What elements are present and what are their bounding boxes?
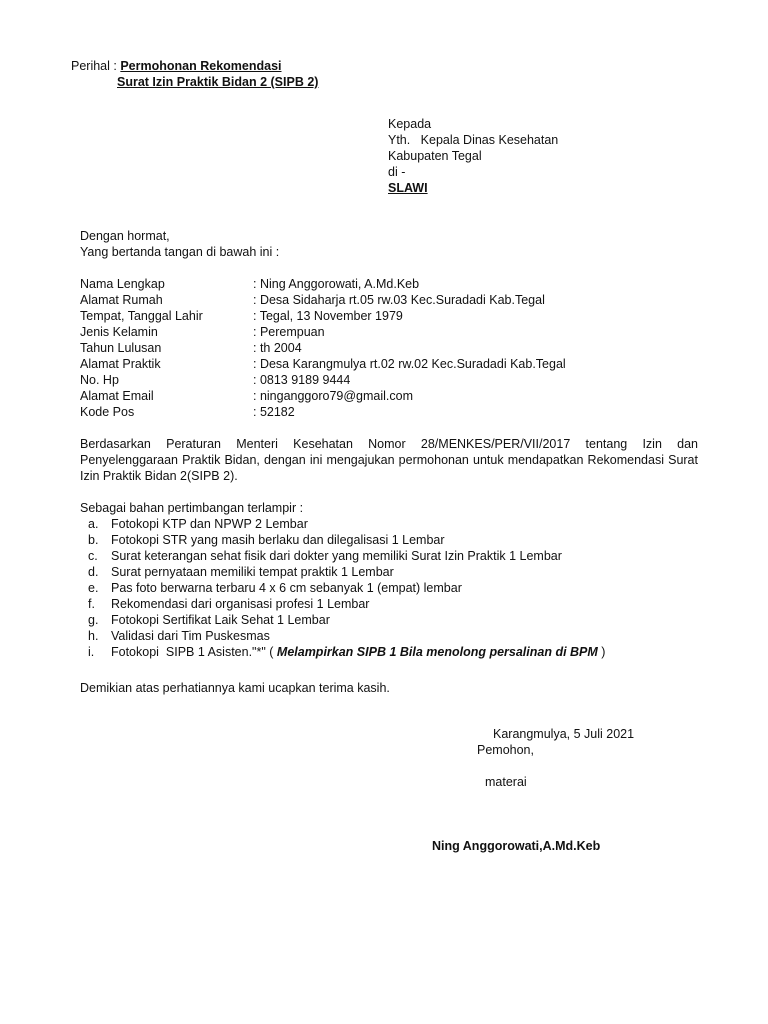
field-value: : 52182 [253,405,295,419]
recipient-city: SLAWI [388,181,428,195]
recipient-line: di - [388,165,406,179]
list-marker: a. [88,517,99,531]
list-item [80,516,700,532]
list-text: Surat pernyataan memiliki tempat praktik 1 Lembar [111,565,394,579]
field-value: : 0813 9189 9444 [253,373,351,387]
recipient-line: Kabupaten Tegal [388,149,482,163]
list-item [80,564,700,580]
field-label: Alamat Email [80,389,154,403]
field-row [80,404,700,420]
list-text: Validasi dari Tim Puskesmas [111,629,270,643]
field-label: Alamat Rumah [80,293,163,307]
list-text: Fotokopi KTP dan NPWP 2 Lembar [111,517,308,531]
list-marker: i. [88,645,95,659]
list-marker: g. [88,613,99,627]
field-row [80,308,700,324]
intro-text: Yang bertanda tangan di bawah ini : [80,245,280,259]
list-item [80,596,700,612]
field-value: : Desa Karangmulya rt.02 rw.02 Kec.Suradadi Kab.Tegal [253,357,566,371]
field-label: Jenis Kelamin [80,325,158,339]
list-marker: e. [88,581,99,595]
list-item [80,548,700,564]
body-line-3: Izin Praktik Bidan 2(SIPB 2). [80,469,238,483]
list-text: Fotokopi STR yang masih berlaku dan dilegalisasi 1 Lembar [111,533,445,547]
field-row [80,356,700,372]
list-text-last [111,644,605,660]
stamp-placeholder: materai [485,775,527,789]
field-value: : Ning Anggorowati, A.Md.Keb [253,277,420,291]
list-marker: f. [88,597,95,611]
field-value: : Tegal, 13 November 1979 [253,309,403,323]
list-item [80,532,700,548]
list-item [80,628,700,644]
list-marker: h. [88,629,99,643]
recipient-line: Kepada [388,117,432,131]
recipient-block [388,116,558,196]
field-label: Kode Pos [80,405,135,419]
note-close: ) [597,645,606,659]
field-row [80,324,700,340]
signer-role: Pemohon, [477,743,534,757]
signer-name: Ning Anggorowati,A.Md.Keb [432,839,601,853]
body-line-2: Penyelenggaraan Praktik Bidan, dengan ini mengajukan permohonan untuk mendapatkan Rekomendasi Surat [80,453,698,467]
list-marker: c. [88,549,98,563]
recipient-line: Yth. Kepala Dinas Kesehatan [388,133,559,147]
body-line-1: Berdasarkan Peraturan Menteri Kesehatan Nomor 28/MENKES/PER/VII/2017 tentang Izin dan [80,437,698,451]
greeting: Dengan hormat, [80,229,170,243]
field-row [80,292,700,308]
list-item [80,612,700,628]
field-value: : th 2004 [253,341,302,355]
list-text: Surat keterangan sehat fisik dari dokter yang memiliki Surat Izin Praktik 1 Lembar [111,549,562,563]
place-date: Karangmulya, 5 Juli 2021 [493,727,635,741]
list-text: Rekomendasi dari organisasi profesi 1 Lembar [111,597,370,611]
field-label: Alamat Praktik [80,357,161,371]
field-label: Tempat, Tanggal Lahir [80,309,203,323]
subject-line-1: Permohonan Rekomendasi [120,59,282,73]
list-marker: b. [88,533,99,547]
field-row [80,276,700,292]
field-value: : Desa Sidaharja rt.05 rw.03 Kec.Suradadi Kab.Tegal [253,293,545,307]
personal-data [80,276,700,420]
list-text: Fotokopi Sertifikat Laik Sehat 1 Lembar [111,613,330,627]
field-value: : ninganggoro79@gmail.com [253,389,414,403]
attachments-intro: Sebagai bahan pertimbangan terlampir : [80,501,304,515]
list-item [80,644,700,660]
list-text: Pas foto berwarna terbaru 4 x 6 cm sebanyak 1 (empat) lembar [111,581,462,595]
field-label: Tahun Lulusan [80,341,162,355]
attachment-note: Melampirkan SIPB 1 Bila menolong persalinan di BPM [276,645,598,659]
attachments-list [80,516,700,660]
subject-block [71,58,282,74]
subject-line-2: Surat Izin Praktik Bidan 2 (SIPB 2) [117,75,319,89]
opening-block [80,228,279,260]
closing-text: Demikian atas perhatiannya kami ucapkan terima kasih. [80,681,390,695]
field-label: No. Hp [80,373,119,387]
field-label: Nama Lengkap [80,277,165,291]
field-row [80,388,700,404]
list-marker: d. [88,565,99,579]
field-value: : Perempuan [253,325,325,339]
subject-label: Perihal : [71,59,117,73]
list-text: Fotokopi SIPB 1 Asisten."*" ( [111,645,277,659]
field-row [80,340,700,356]
list-item [80,580,700,596]
field-row [80,372,700,388]
